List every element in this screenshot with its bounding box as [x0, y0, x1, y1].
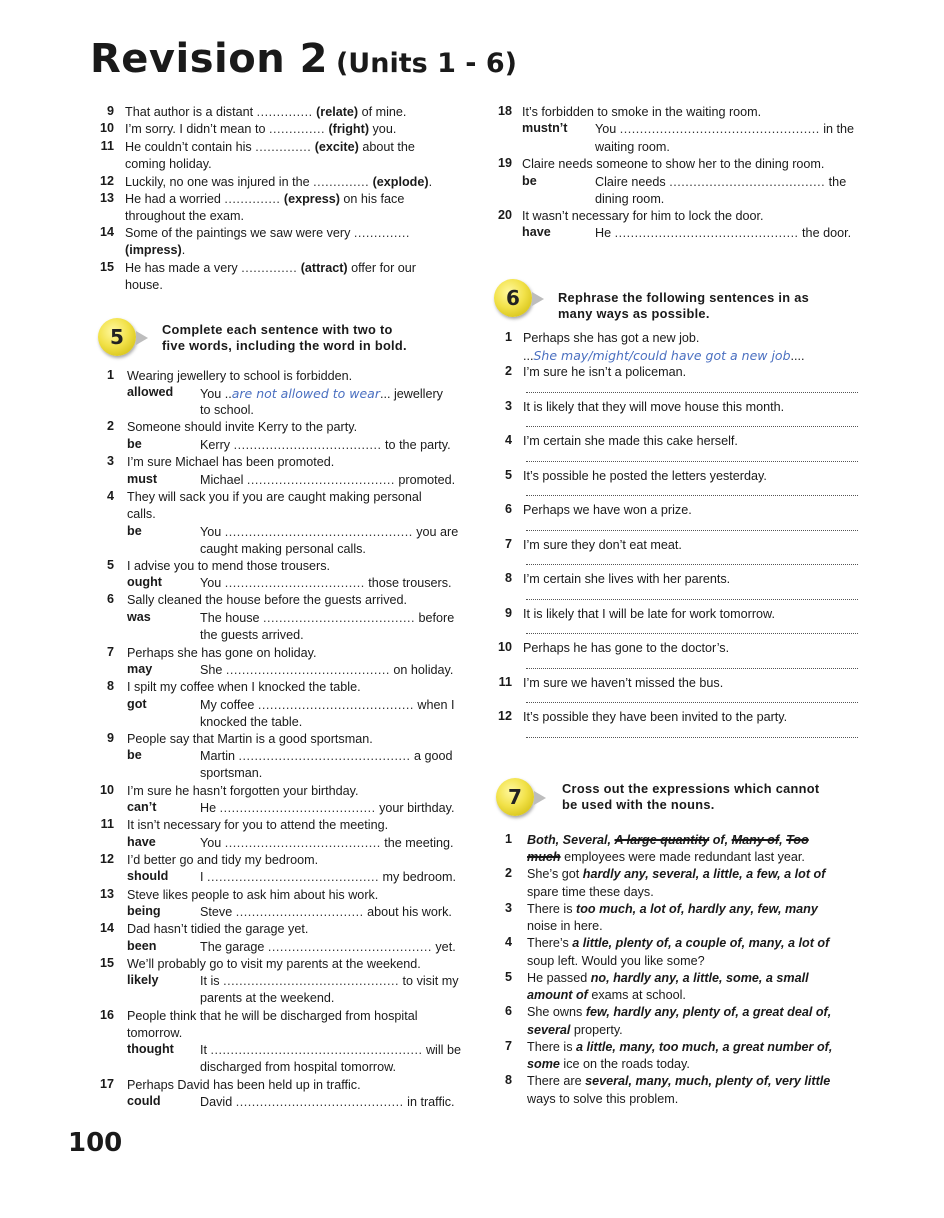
badge-arrow-icon: [136, 331, 148, 345]
exercise-7-badge: 7: [496, 778, 534, 816]
badge-arrow-icon: [532, 292, 544, 306]
page-title: [90, 36, 517, 82]
ex6-answer-1: She may/might/could have got a new job: [533, 348, 791, 363]
exercise-6-badge: 6: [494, 279, 532, 317]
page-number: 100: [68, 1128, 123, 1158]
title-main: Revision 2: [90, 36, 328, 82]
title-units: (Units 1 - 6): [335, 48, 517, 79]
exercise-6-instruction: Rephrase the following sentences in as many ways as possible.: [558, 290, 810, 321]
ex5-answer-1: are not allowed to wear: [231, 386, 380, 401]
exercise-7-instruction: Cross out the expressions which cannot be used with the nouns.: [562, 781, 820, 812]
exercise-5-instruction: Complete each sentence with two to five words, including the word in bold.: [162, 322, 407, 353]
exercise-5-badge: 5: [98, 318, 136, 356]
badge-arrow-icon: [534, 791, 546, 805]
